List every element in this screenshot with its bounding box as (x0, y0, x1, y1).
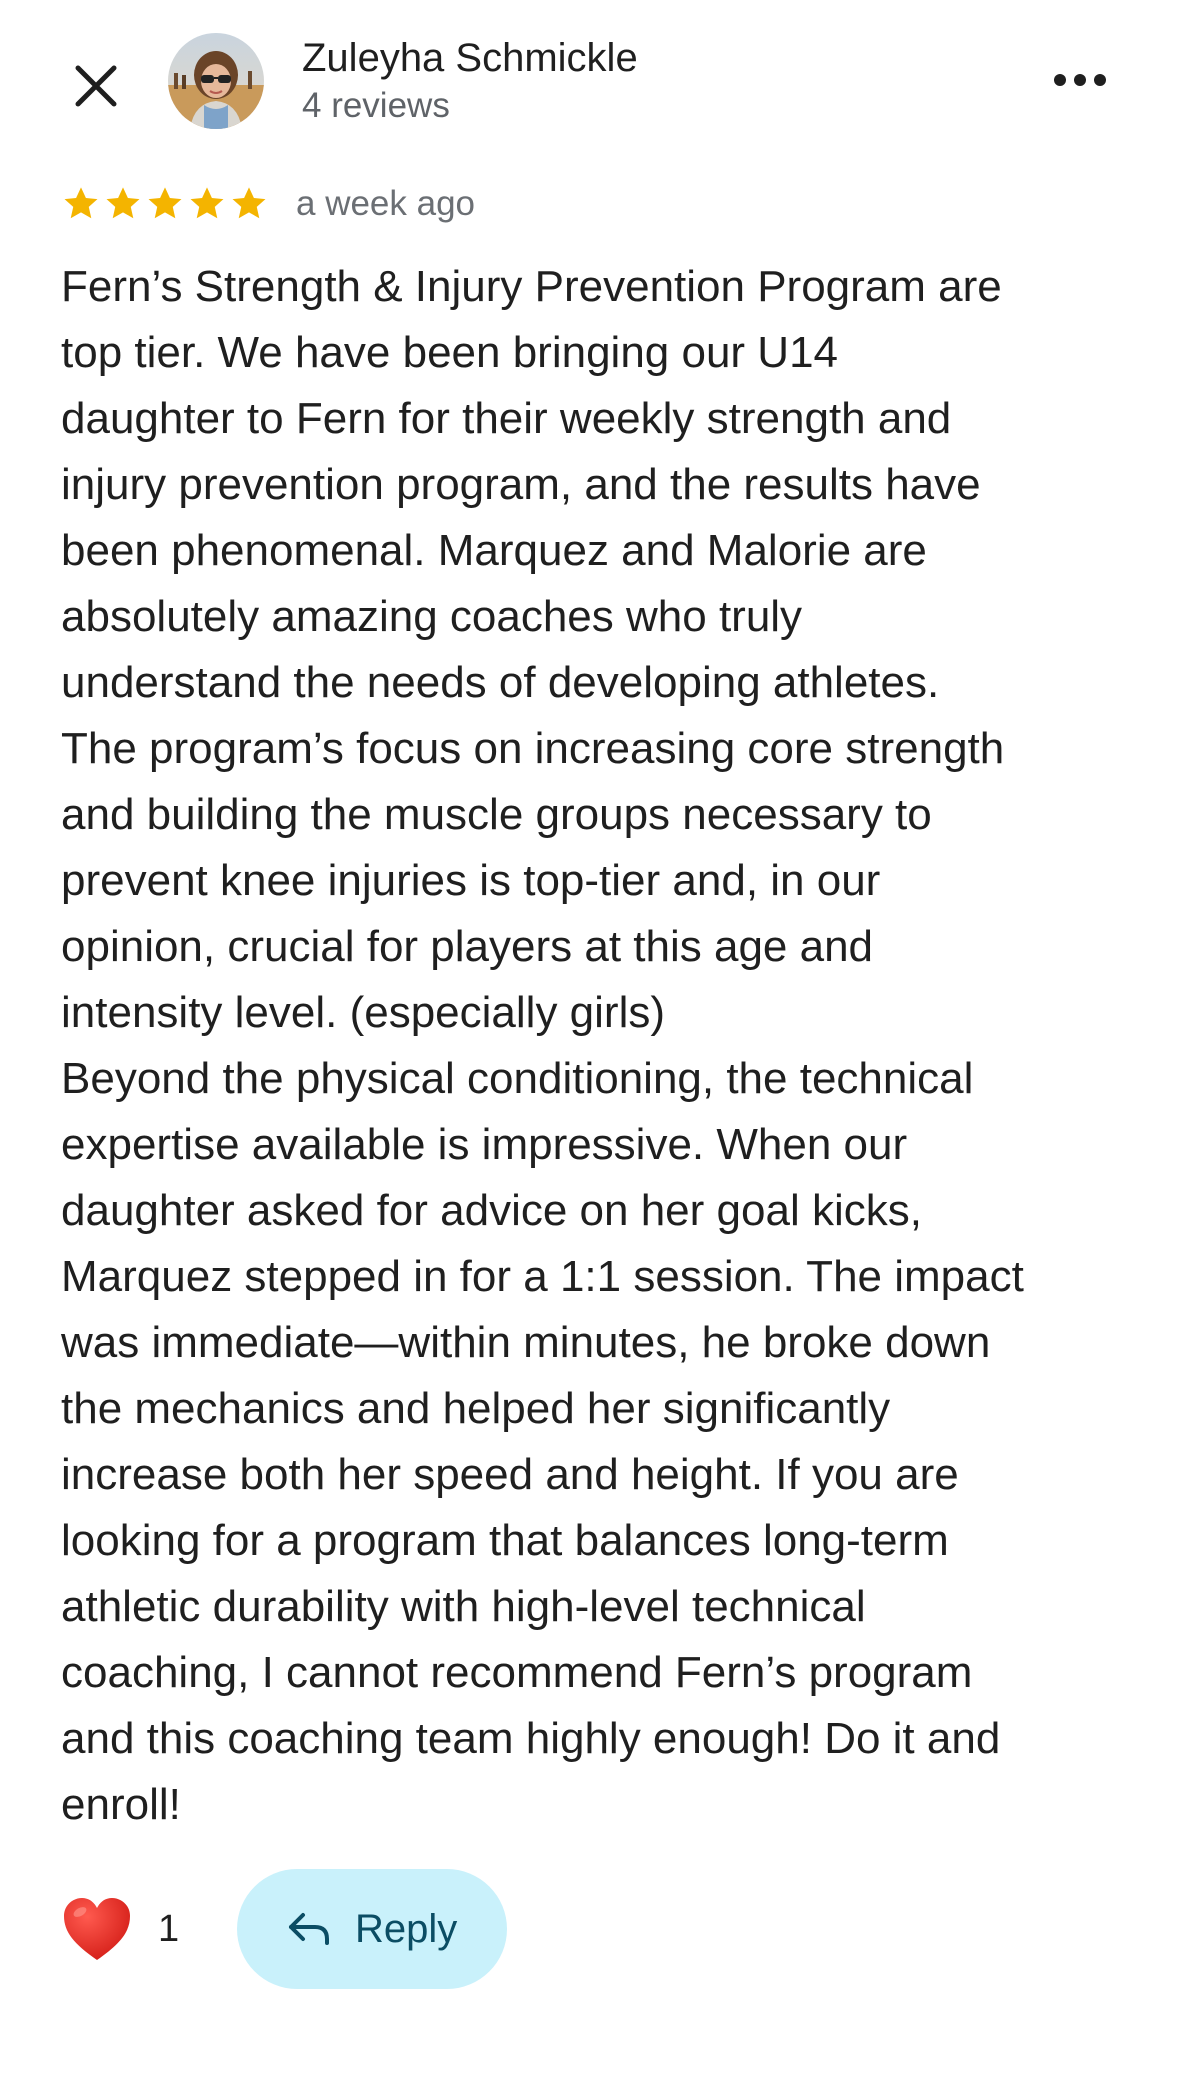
close-button[interactable] (60, 50, 132, 122)
review-body: Fern’s Strength & Injury Prevention Program are top tier. We have been bringing our U14 daughter to Fern for their weekly strength and injury prevention program, and the results have been phenomenal. Marquez and Malorie are absolutely amazing coaches who truly understand the needs of developing athletes. The program’s focus on increasing core strength and building the muscle groups necessary to prevent knee injuries is top-tier and, in our opinion, crucial for players at this age and intensity level. (especially girls) Beyond the physical conditioning, the technical expertise available is impressive. When our daughter asked for advice on her goal kicks, Marquez stepped in for a 1:1 session. The impact was immediate—within minutes, he broke down the mechanics and helped her significantly increase both her speed and height. If you are looking for a program that balances long-term athletic durability with high-level technical coaching, I cannot recommend Fern’s program and this coaching team highly enough! Do it and enroll! (61, 262, 1024, 1829)
star-icon (188, 185, 226, 223)
review-actions (62, 1868, 507, 1990)
close-icon (74, 64, 118, 108)
star-rating (62, 185, 268, 223)
rating-row (62, 178, 475, 230)
author-name[interactable]: Zuleyha Schmickle (302, 36, 638, 80)
star-icon (146, 185, 184, 223)
reply-arrow-icon (287, 1911, 331, 1947)
author-review-count: 4 reviews (302, 86, 450, 125)
avatar-photo (168, 33, 264, 129)
more-options-button[interactable] (1040, 60, 1120, 100)
review-header (0, 0, 1179, 165)
star-icon (230, 185, 268, 223)
reply-button-label: Reply (355, 1906, 458, 1951)
like-button[interactable] (62, 1896, 179, 1962)
star-icon (104, 185, 142, 223)
avatar[interactable] (168, 33, 264, 129)
star-icon (62, 185, 100, 223)
more-horizontal-icon (1053, 73, 1107, 87)
review-date: a week ago (296, 184, 476, 223)
heart-icon (62, 1896, 132, 1962)
like-count: 1 (158, 1907, 180, 1950)
reply-button[interactable] (237, 1869, 507, 1989)
